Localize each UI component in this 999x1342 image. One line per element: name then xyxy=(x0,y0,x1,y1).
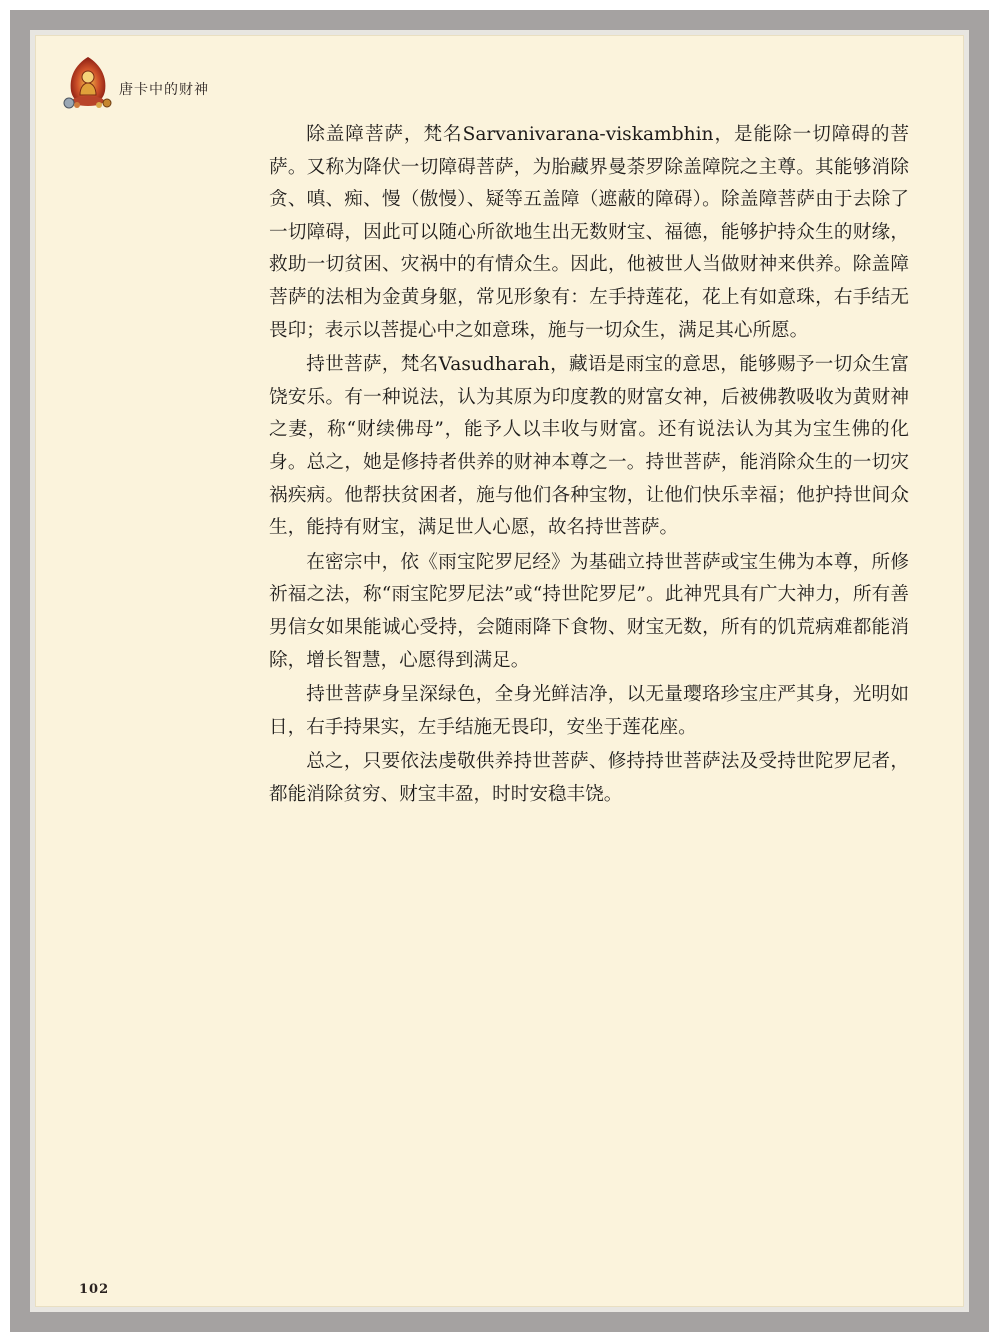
page-header xyxy=(61,55,361,115)
article-body xyxy=(269,119,909,813)
book-page xyxy=(35,35,964,1307)
deity-thangka-icon xyxy=(61,55,115,111)
paragraph: 在密宗中，依《雨宝陀罗尼经》为基础立持世菩萨或宝生佛为本尊，所修祈福之法，称“雨宝陀罗尼法”或“持世陀罗尼”。此神咒具有广大神力，所有善男信女如果能诚心受持，会随雨降下食物、财宝无数，所有的饥荒病难都能消除，增长智慧，心愿得到满足。 xyxy=(269,551,909,671)
paragraph: 总之，只要依法虔敬供养持世菩萨、修持持世菩萨法及受持世陀罗尼者，都能消除贫穷、财宝丰盈，时时安稳丰饶。 xyxy=(269,751,909,805)
page-number: 102 xyxy=(79,1282,110,1297)
paragraph: 除盖障菩萨，梵名Sarvanivarana-viskambhin，是能除一切障碍的菩萨。又称为降伏一切障碍菩萨，为胎藏界曼荼罗除盖障院之主尊。其能够消除贪、嗔、痴、慢（傲慢）、疑等五盖障（遮蔽的障碍）。除盖障菩萨由于去除了一切障碍，因此可以随心所欲地生出无数财宝、福德，能够护持众生的财缘，救助一切贫困、灾祸中的有情众生。因此，他被世人当做财神来供养。除盖障菩萨的法相为金黄身躯，常见形象有：左手持莲花，花上有如意珠，右手结无畏印；表示以菩提心中之如意珠，施与一切众生，满足其心所愿。 xyxy=(269,124,909,341)
paragraph: 持世菩萨身呈深绿色，全身光鲜洁净，以无量璎珞珍宝庄严其身，光明如日，右手持果实，左手结施无畏印，安坐于莲花座。 xyxy=(269,684,909,738)
paragraph: 持世菩萨，梵名Vasudharah，藏语是雨宝的意思，能够赐予一切众生富饶安乐。有一种说法，认为其原为印度教的财富女神，后被佛教吸收为黄财神之妻，称“财续佛母”，能予人以丰收与财富。还有说法认为其为宝生佛的化身。总之，她是修持者供养的财神本尊之一。持世菩萨，能消除众生的一切灾祸疾病。他帮扶贫困者，施与他们各种宝物，让他们快乐幸福；他护持世间众生，能持有财宝，满足世人心愿，故名持世菩萨。 xyxy=(269,354,909,539)
running-title: 唐卡中的财神 xyxy=(119,82,209,98)
